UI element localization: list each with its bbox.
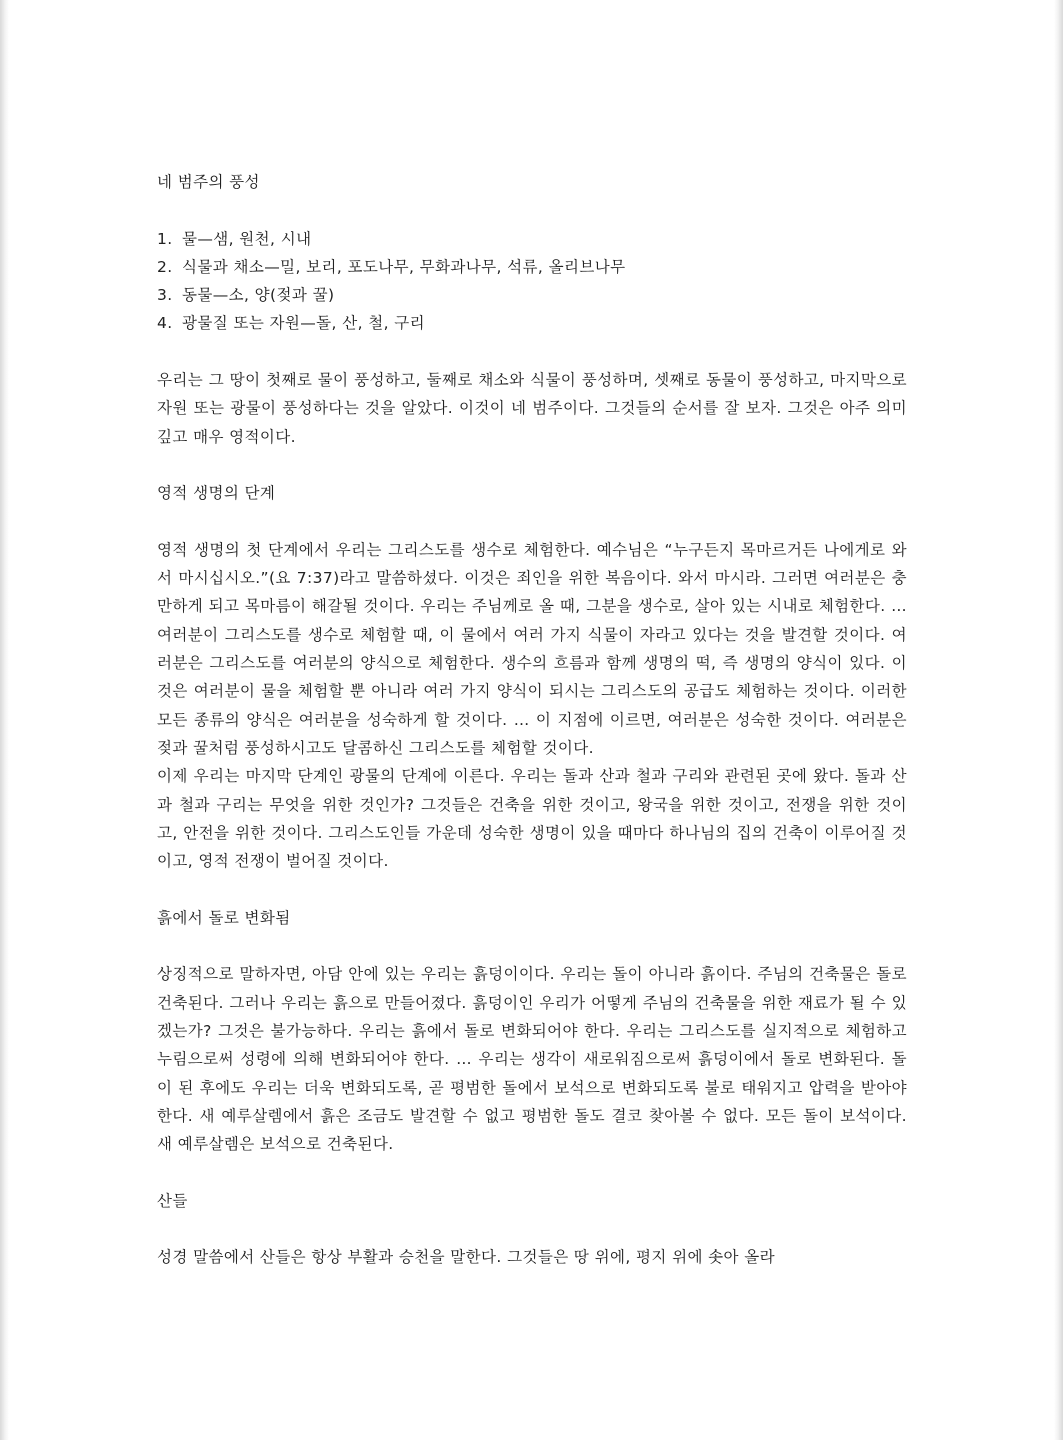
paragraph-mineral-stage: 이제 우리는 마지막 단계인 광물의 단계에 이른다. 우리는 돌과 산과 철과 구리와 관련된 곳에 왔다. 돌과 산과 철과 구리는 무엇을 위한 것인가? 그것들은 건축을 위한 것이고, 왕국을 위한 것이고, 전쟁을 위한 것이고, 안전을 위한 것이다. 그리스도인들 가운데 성숙한 생명이 있을 때마다 하나님의 집의 건축이 이루어질 것이고, 영적 전쟁이 벌어질 것이다. [157,767,907,871]
paragraph-four-categories: 우리는 그 땅이 첫째로 물이 풍성하고, 둘째로 채소와 식물이 풍성하며, 셋째로 동물이 풍성하고, 마지막으로 자원 또는 광물이 풍성하다는 것을 알았다. 이것이 네 범주이다. 그것들의 순서를 잘 보자. 그것은 아주 의미 깊고 매우 영적이다. [157,371,907,446]
abundance-list [157,225,907,338]
list-item-text: 식물과 채소—밀, 보리, 포도나무, 무화과나무, 석류, 올리브나무 [182,257,626,276]
page-right-edge [1054,0,1063,1440]
list-item-text: 광물질 또는 자원—돌, 산, 철, 구리 [182,314,425,333]
list-item [157,253,907,281]
document-page [157,168,907,1272]
list-item-number: 1. [157,229,173,248]
paragraph-transformation: 상징적으로 말하자면, 아담 안에 있는 우리는 흙덩이이다. 우리는 돌이 아니라 흙이다. 주님의 건축물은 돌로 건축된다. 그러나 우리는 흙으로 만들어졌다. 흙덩이인 우리가 어떻게 주님의 건축물을 위한 재료가 될 수 있겠는가? 그것은 불가능하다. 우리는 흙에서 돌로 변화되어야 한다. 우리는 그리스도를 실지적으로 체험하고 누림으로써 성령에 의해 변화되어야 한다. … 우리는 생각이 새로워짐으로써 흙덩이에서 돌로 변화된다. 돌이 된 후에도 우리는 더욱 변화되도록, 곧 평범한 돌에서 보석으로 변화되도록 불로 태워지고 압력을 받아야 한다. 새 예루살렘에서 흙은 조금도 발견할 수 없고 평범한 돌도 결코 찾아볼 수 없다. 모든 돌이 보석이다. 새 예루살렘은 보석으로 건축된다. [157,965,907,1154]
paragraph-living-water: 영적 생명의 첫 단계에서 우리는 그리스도를 생수로 체험한다. 예수님은 “누구든지 목마르거든 나에게로 와서 마시십시오.”(요 7:37)라고 말씀하셨다. 이것은 죄인을 위한 복음이다. 와서 마시라. 그러면 여러분은 충만하게 되고 목마름이 해갈될 것이다. 우리는 주님께로 올 때, 그분을 생수로, 살아 있는 시내로 체험한다. … 여러분이 그리스도를 생수로 체험할 때, 이 물에서 여러 가지 식물이 자라고 있다는 것을 발견할 것이다. 여러분은 그리스도를 여러분의 양식으로 체험한다. 생수의 흐름과 함께 생명의 떡, 즉 생명의 양식이 있다. 이것은 여러분이 물을 체험할 뿐 아니라 여러 가지 양식이 되시는 그리스도의 공급도 체험하는 것이다. 이러한 모든 종류의 양식은 여러분을 성숙하게 할 것이다. … 이 지점에 이르면, 여러분은 성숙한 것이다. 여러분은 젖과 꿀처럼 풍성하시고도 달콤하신 그리스도를 체험할 것이다. [157,540,907,757]
list-item-number: 2. [157,257,173,276]
section-heading-spiritual-stages: 영적 생명의 단계 [157,484,276,503]
list-item [157,309,907,337]
page-left-edge [0,0,9,1440]
list-item-number: 3. [157,286,173,305]
paragraph-mountains: 성경 말씀에서 산들은 항상 부활과 승천을 말한다. 그것들은 땅 위에, 평지 위에 솟아 올라 [157,1248,775,1267]
section-heading-mountains: 산들 [157,1191,188,1210]
section-heading-clay-to-stone: 흙에서 돌로 변화됨 [157,908,291,927]
list-item-text: 동물—소, 양(젖과 꿀) [182,286,335,305]
list-item [157,225,907,253]
section-heading-four-categories: 네 범주의 풍성 [157,173,260,191]
list-item [157,281,907,309]
list-item-number: 4. [157,314,173,333]
list-item-text: 물—샘, 원천, 시내 [182,229,312,248]
